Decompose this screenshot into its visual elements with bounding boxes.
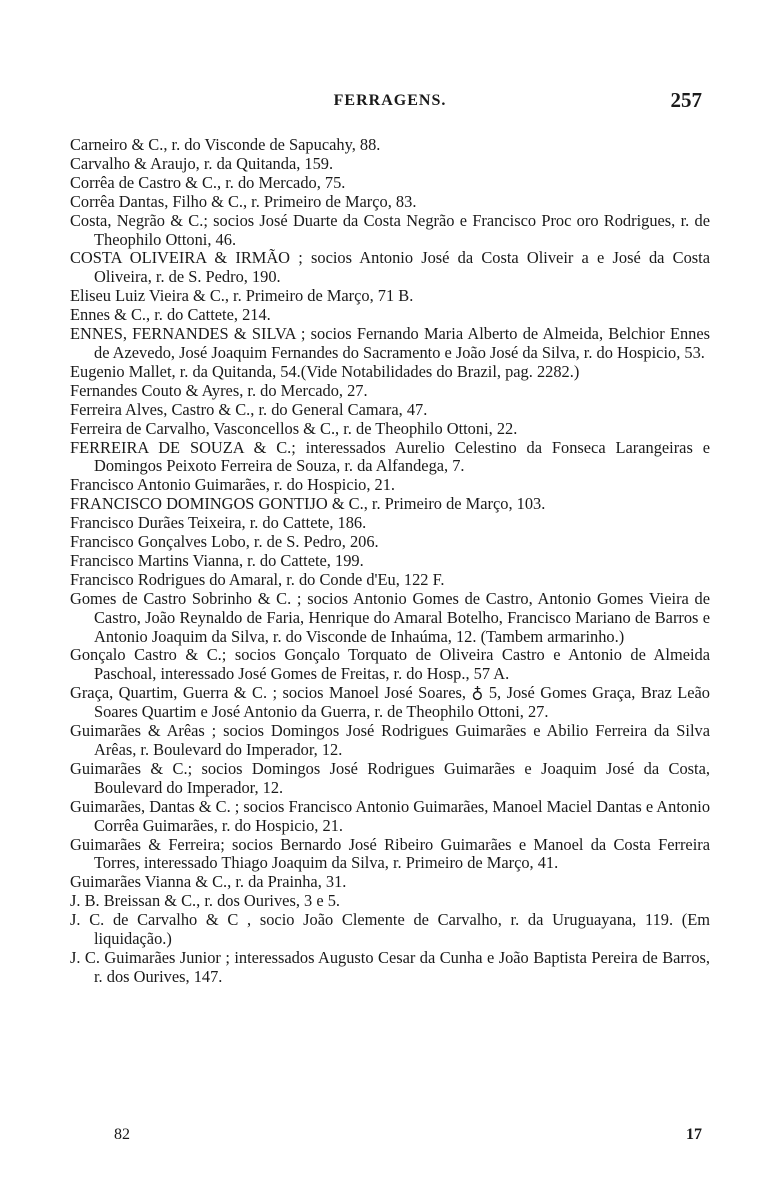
directory-entry: Francisco Martins Vianna, r. do Cattete, 199. xyxy=(70,550,364,570)
directory-entry: Ferreira Alves, Castro & C., r. do General Camara, 47. xyxy=(70,399,428,419)
directory-entry: Francisco Durães Teixeira, r. do Cattete, 186. xyxy=(70,513,367,533)
directory-entry: J. C. Guimarães Junior ; interessados Augusto Cesar da Cunha e João Baptista Pereira de Barros, r. dos Ourives, 147. xyxy=(70,947,710,986)
directory-entry: ENNES, FERNANDES & SILVA ; socios Fernando Maria Alberto de Almeida, Belchior Ennes de Azevedo, José Joaquim Fernandes do Sacramento e João José da Silva, r. do Hospicio, 53. xyxy=(70,324,710,362)
directory-entry: J. C. de Carvalho & C , socio João Clemente de Carvalho, r. da Uruguayana, 119. (Em liquidação.) xyxy=(70,910,710,949)
directory-entry: Gonçalo Castro & C.; socios Gonçalo Torquato de Oliveira Castro e Antonio de Almeida Paschoal, interessado José Gomes de Freitas, r. do Hosp., 57 A. xyxy=(70,645,710,684)
directory-entry: FERREIRA DE SOUZA & C.; interessados Aurelio Celestino da Fonseca Larangeiras e Domingos Peixoto Ferreira de Souza, r. da Alfandega, 7. xyxy=(70,437,710,476)
directory-entries xyxy=(70,136,710,987)
signature-mark-right: 17 xyxy=(686,1126,702,1143)
directory-entry: Guimarães Vianna & C., r. da Prainha, 31. xyxy=(70,872,347,892)
page-footer xyxy=(70,1126,710,1150)
page-number: 257 xyxy=(670,88,702,112)
directory-entry: Carneiro & C., r. do Visconde de Sapucahy, 88. xyxy=(70,135,381,154)
directory-entry: COSTA OLIVEIRA & IRMÃO ; socios Antonio José da Costa Oliveir a e José da Costa Oliveira, r. de S. Pedro, 190. xyxy=(70,248,710,287)
directory-entry: Corrêa de Castro & C., r. do Mercado, 75. xyxy=(70,172,346,192)
directory-entry: Fernandes Couto & Ayres, r. do Mercado, 27. xyxy=(70,380,368,400)
directory-entry: Guimarães & Arêas ; socios Domingos José Rodrigues Guimarães e Abilio Ferreira da Silva Arêas, r. Boulevard do Imperador, 12. xyxy=(70,721,710,759)
directory-entry: Guimarães & C.; socios Domingos José Rodrigues Guimarães e Joaquim José da Costa, Boulevard do Imperador, 12. xyxy=(70,758,710,797)
page-header xyxy=(70,88,710,122)
directory-entry: Eugenio Mallet, r. da Quitanda, 54.(Vide Notabilidades do Brazil, pag. 2282.) xyxy=(70,361,580,381)
signature-mark-left: 82 xyxy=(114,1126,130,1143)
directory-entry: Costa, Negrão & C.; socios José Duarte da Costa Negrão e Francisco Proc oro Rodrigues, r. de Theophilo Ottoni, 46. xyxy=(70,210,710,249)
directory-entry: FRANCISCO DOMINGOS GONTIJO & C., r. Primeiro de Março, 103. xyxy=(70,494,546,514)
directory-entry: Corrêa Dantas, Filho & C., r. Primeiro de Março, 83. xyxy=(70,191,417,211)
directory-entry: Guimarães & Ferreira; socios Bernardo José Ribeiro Guimarães e Manoel da Costa Ferreira Torres, interessado Thiago Joaquim da Silva, r. Primeiro de Março, 41. xyxy=(70,834,710,873)
directory-entry: Eliseu Luiz Vieira & C., r. Primeiro de Março, 71 B. xyxy=(70,286,414,306)
directory-entry: Francisco Antonio Guimarães, r. do Hospicio, 21. xyxy=(70,475,396,495)
directory-entry: Guimarães, Dantas & C. ; socios Francisco Antonio Guimarães, Manoel Maciel Dantas e Antonio Corrêa Guimarães, r. do Hospicio, 21. xyxy=(70,796,711,835)
directory-entry: Francisco Gonçalves Lobo, r. de S. Pedro, 206. xyxy=(70,532,379,552)
directory-entry: Carvalho & Araujo, r. da Quitanda, 159. xyxy=(70,153,334,173)
directory-entry: J. B. Breissan & C., r. dos Ourives, 3 e 5. xyxy=(70,891,340,911)
directory-entry: Ferreira de Carvalho, Vasconcellos & C., r. de Theophilo Ottoni, 22. xyxy=(70,418,518,438)
directory-entry: Francisco Rodrigues do Amaral, r. do Conde d'Eu, 122 F. xyxy=(70,569,445,589)
directory-entry: Ennes & C., r. do Cattete, 214. xyxy=(70,305,271,325)
running-title: FERRAGENS. xyxy=(333,92,447,109)
directory-entry: Graça, Quartim, Guerra & C. ; socios Manoel José Soares, ♁ 5, José Gomes Graça, Braz Leão Soares Quartim e José Antonio da Guerra, r. de Theophilo Ottoni, 27. xyxy=(70,683,710,722)
directory-entry: Gomes de Castro Sobrinho & C. ; socios Antonio Gomes de Castro, Antonio Gomes Vieira de Castro, João Reynaldo de Faria, Henrique do Amaral Botelho, Francisco Mariano de Barros e Antonio Joaquim da Silva, r. do Visconde de Inhaúma, 12. (Tambem armarinho.) xyxy=(70,588,710,646)
